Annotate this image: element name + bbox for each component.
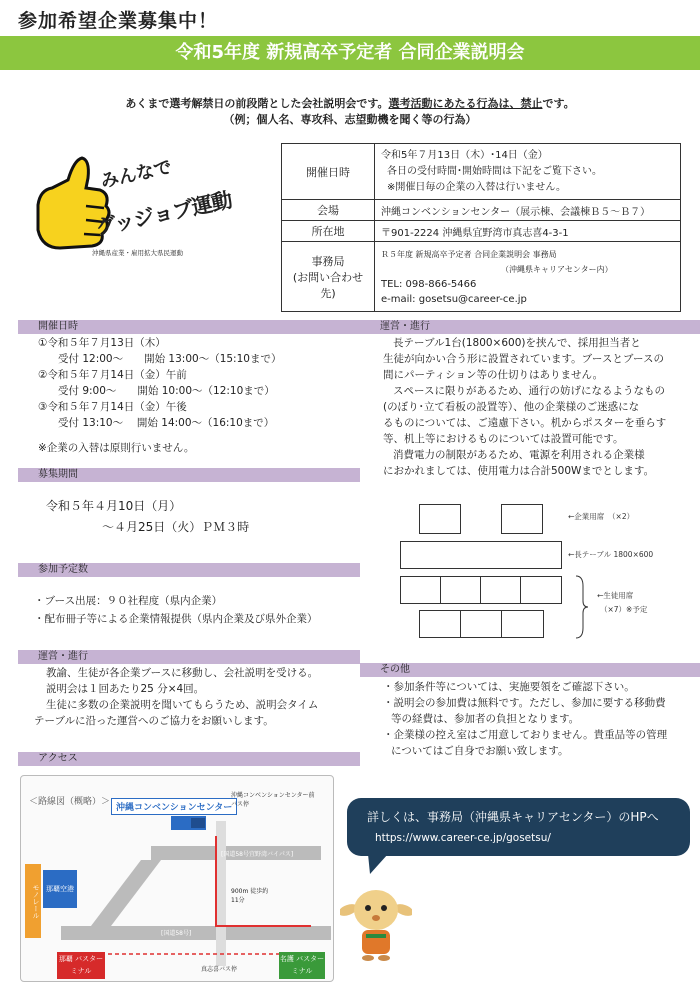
office-label-1: 事務局 <box>311 254 345 268</box>
website-callout <box>347 798 690 856</box>
plan-2: ・配布冊子等による企業情報提供（県内企業及び県外企業） <box>34 613 318 625</box>
map-distance: 900m 徒歩約11分 <box>231 888 269 904</box>
section-header-plan: 参加予定数 <box>18 563 360 577</box>
good-job-logo <box>30 150 245 270</box>
section-header-period: 募集期間 <box>18 468 360 482</box>
company-chair-2 <box>501 504 543 534</box>
office-email: e-mail: gosetsu@career-ce.jp <box>381 293 527 305</box>
date-2-times: 受付 9:00～ 開始 10:00～（12:10まで） <box>58 385 275 397</box>
section-header-other: その他 <box>360 663 700 677</box>
map-naha-airport: 那覇空港 <box>43 870 77 908</box>
student-seat <box>501 610 544 638</box>
address-value: 〒901-2224 沖縄県宜野湾市真志喜4-3-1 <box>375 221 681 242</box>
office-tel: TEL: 098-866-5466 <box>381 278 477 290</box>
callout-pointer <box>366 854 390 876</box>
label-student-seats-1: ←生徒用席 <box>597 591 634 600</box>
mascot-character-icon <box>340 880 412 962</box>
office-value <box>375 242 681 312</box>
period-end: ～４月25日（火）ＰＭ３時 <box>102 520 250 534</box>
long-table <box>400 541 562 569</box>
venue-label: 会場 <box>282 200 375 221</box>
dates-list <box>38 335 281 431</box>
student-seat <box>460 610 503 638</box>
operation-right-2: 生徒が向かい合う形に設置されています。ブースとブースの <box>383 353 664 365</box>
intro-text-a: あくまで選考解禁日の前段階とした会社説明会です。 <box>125 97 389 110</box>
section-header-access: アクセス <box>18 752 360 766</box>
plan-1: ・ブース出展：９０社程度（県内企業） <box>34 595 223 607</box>
map-nago-terminal: 名護 バスターミナル <box>279 952 325 979</box>
map-naha-terminal: 那覇 バスターミナル <box>57 952 105 979</box>
student-seat <box>440 576 482 604</box>
recruit-tagline: 参加希望企業募集中！ <box>18 10 219 32</box>
other-4: ・企業様の控え室はご用意しておりません。貴重品等の管理 <box>383 729 668 741</box>
date-label: 開催日時 <box>282 144 375 200</box>
student-seat <box>480 576 522 604</box>
callout-text: 詳しくは、事務局（沖縄県キャリアセンター）のHPへ <box>367 810 659 824</box>
page-title: 令和5年度 新規高卒予定者 合同企業説明会 <box>0 36 700 70</box>
student-seat <box>400 576 442 604</box>
office-line-1: Ｒ５年度 新規高卒予定者 合同企業説明会 事務局 <box>381 249 557 259</box>
office-label-2: (お問い合わせ先) <box>292 270 364 300</box>
label-long-table: ←長テーブル 1800×600 <box>568 550 654 559</box>
operation-right-9: におかれましては、使用電力は合計500Wまでとします。 <box>383 465 655 477</box>
map-bypass: [国道58号宜野湾バイパス] <box>221 851 294 858</box>
callout-url[interactable]: https://www.career-ce.jp/gosetsu/ <box>375 832 551 844</box>
date-1-times: 受付 12:00～ 開始 13:00～（15:10まで） <box>58 353 282 365</box>
period-start: 令和５年４月10日（月） <box>46 499 182 513</box>
map-bus-stop: 沖縄コンベンションセンター前 バス停 <box>231 792 315 808</box>
date-3: ③令和５年７月14日（金）午後 <box>38 401 187 413</box>
map-monorail: モノレール <box>25 864 41 938</box>
route-map <box>20 775 334 982</box>
logo-caption: 沖縄県産業・雇用拡大県民運動 <box>92 249 183 257</box>
operation-right-7: 等、机上等におけるものについては設置可能です。 <box>383 433 624 445</box>
event-info-table <box>281 143 681 312</box>
students-brace <box>574 574 590 640</box>
date-line-2: 各日の受付時間･開始時間は下記をご覧下さい。 <box>387 165 602 177</box>
date-line-1: 令和5年７月13日（木）･14日（金） <box>381 149 548 161</box>
operation-right-6: るものについては、ご遠慮下さい。机からポスターを垂らす <box>383 417 667 429</box>
other-text <box>383 679 683 759</box>
date-line-3: ※開催日毎の企業の入替は行いません。 <box>387 181 566 193</box>
operation-left-2: 説明会は１回あたり25 分×4回。 <box>46 683 205 695</box>
map-mashiki-stop: 真志喜バス停 <box>201 966 238 973</box>
intro-text-b: 選考活動にあたる行為は、禁止 <box>388 97 543 110</box>
venue-value: 沖縄コンベンションセンター（展示棟、会議棟Ｂ５～Ｂ７） <box>375 200 681 221</box>
address-label: 所在地 <box>282 221 375 242</box>
operation-right-8: 消費電力の制限があるため、電源を利用される企業様 <box>393 449 645 461</box>
date-3-times: 受付 13:10～ 開始 14:00～（16:10まで） <box>58 417 275 429</box>
other-1: ・参加条件等については、実施要領をご確認下さい。 <box>383 681 635 693</box>
student-seat <box>520 576 562 604</box>
intro-line-2: （例；個人名、専攻科、志望動機を聞く等の行為） <box>223 113 477 126</box>
logo-text-main: グッジョブ運動 <box>93 187 234 241</box>
operation-left-3: 生徒に多数の企業説明を聞いてもらうため、説明会タイム <box>46 699 319 711</box>
operation-left-4: テーブルに沿った運営へのご協力をお願いします。 <box>34 715 274 727</box>
other-3: 等の経費は、参加者の負担となります。 <box>391 713 580 725</box>
section-header-operation-right: 運営・進行 <box>360 320 700 334</box>
date-value <box>375 144 681 200</box>
map-center-label: 沖縄コンベンションセンター <box>111 798 237 815</box>
operation-left-text <box>34 665 318 729</box>
operation-right-4: スペースに限りがあるため、通行の妨げになるようなもの <box>393 385 666 397</box>
other-5: についてはご自身でお願い致します。 <box>391 745 569 757</box>
intro-text-c: です。 <box>542 97 575 110</box>
operation-right-3: 間にパーティション等の仕切りはありません。 <box>383 369 604 381</box>
operation-right-text <box>383 335 683 479</box>
office-label <box>282 242 375 312</box>
dates-note: ※企業の入替は原則行いません。 <box>38 442 195 454</box>
operation-right-1: 長テーブル1台(1800×600)を挟んで、採用担当者と <box>393 337 641 349</box>
map-route-58: [国道58号] <box>161 930 192 937</box>
map-title: ＜路線図（概略）＞ <box>29 797 111 807</box>
label-student-seats-2: （×7）※予定 <box>600 605 648 614</box>
operation-left-1: 教諭、生徒が各企業ブースに移動し、会社説明を受ける。 <box>46 667 319 679</box>
label-company-chairs: ←企業用席 （×2） <box>568 512 635 521</box>
student-seat <box>419 610 462 638</box>
section-header-dates: 開催日時 <box>18 320 360 334</box>
intro-line-1 <box>0 95 700 111</box>
section-header-operation-left: 運営・進行 <box>18 650 360 664</box>
date-1: ①令和５年７月13日（木） <box>38 337 166 349</box>
office-line-2: （沖縄県キャリアセンター内） <box>501 264 613 274</box>
company-chair-1 <box>419 504 461 534</box>
date-2: ②令和５年７月14日（金）午前 <box>38 369 187 381</box>
other-2: ・説明会の参加費は無料です。ただし、参加に要する移動費 <box>383 697 666 709</box>
operation-right-5: (のぼり･立て看板の設置等）、他の企業様のご迷惑にな <box>383 401 640 413</box>
logo-text-top: みんなで <box>98 156 174 193</box>
